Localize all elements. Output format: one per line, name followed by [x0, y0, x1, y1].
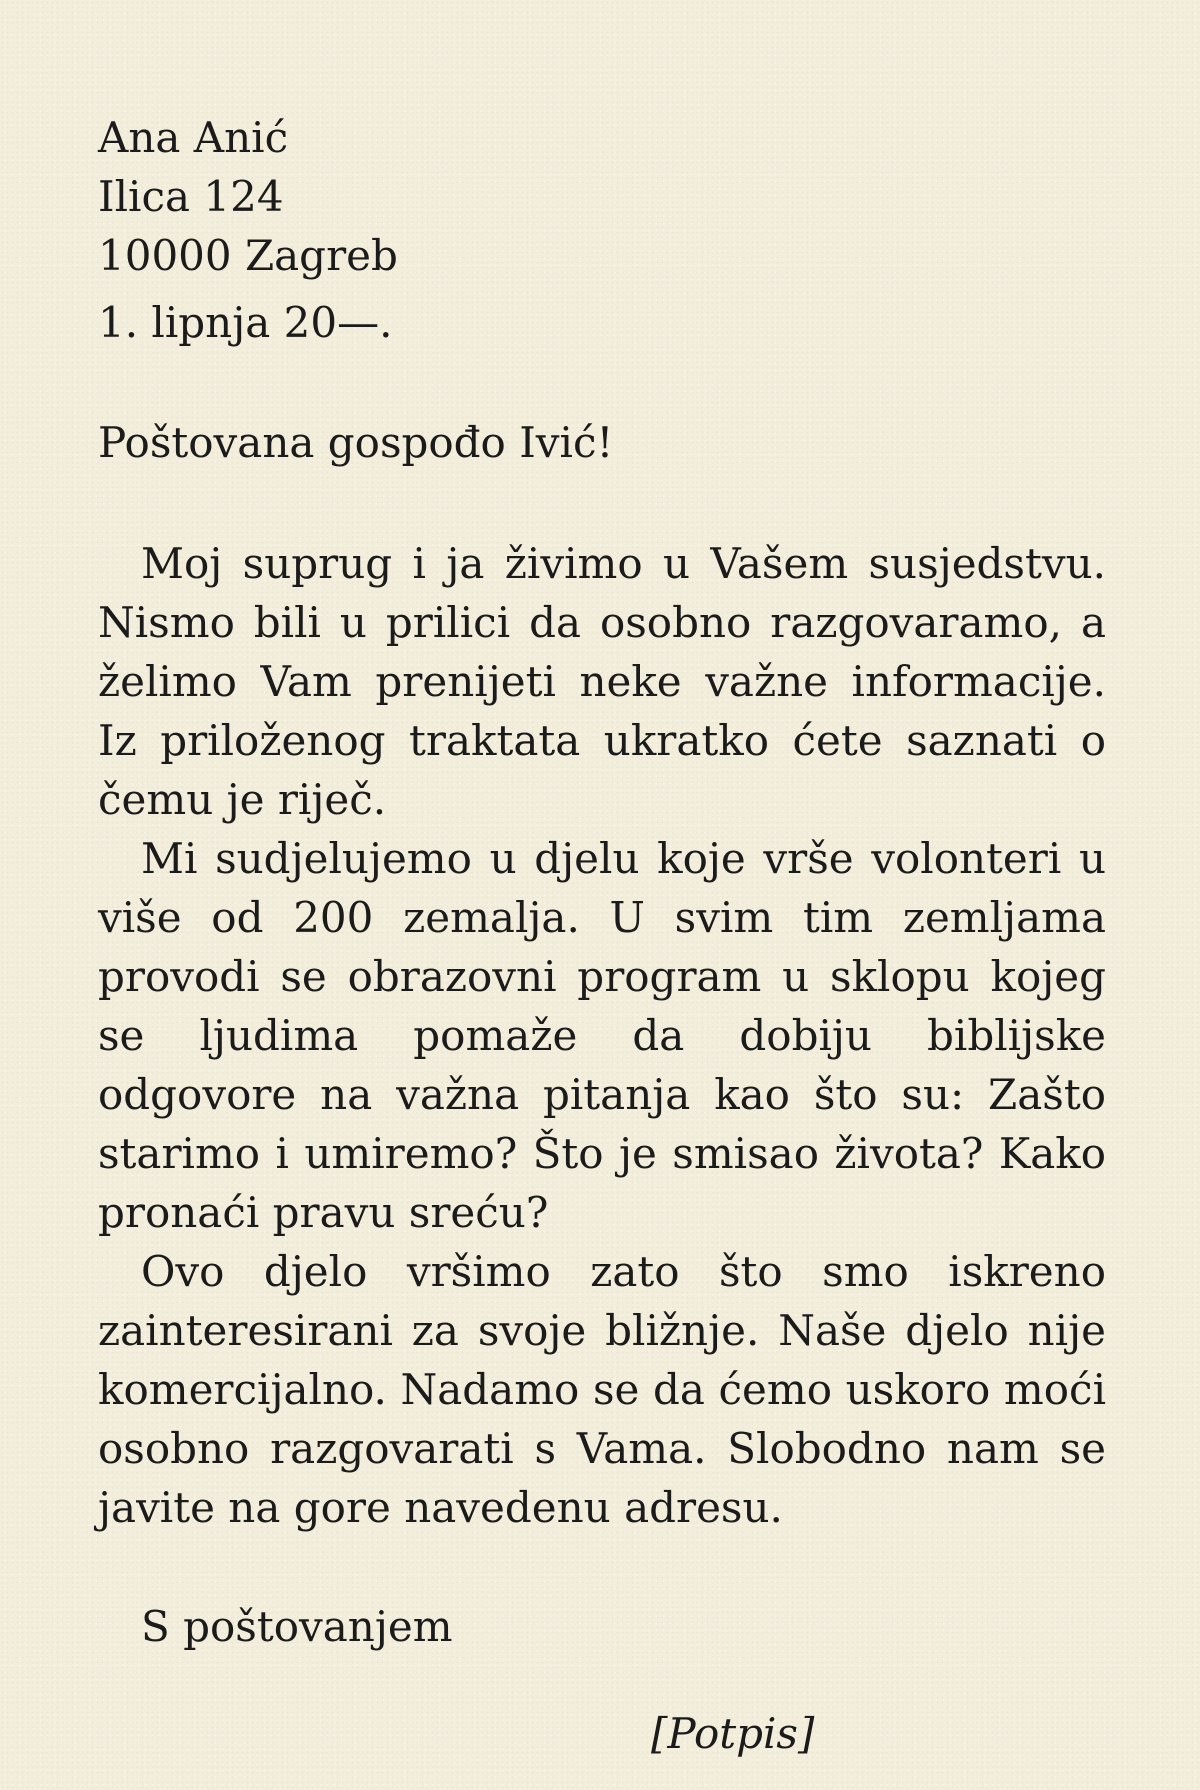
sender-name: Ana Anić — [98, 113, 289, 162]
body-paragraph-2: Mi sudjelujemo u djelu koje vrše volonteri u više od 200 zemalja. U svim tim zemljama provodi se obrazovni program u sklopu kojeg se ljudima pomaže da dobiju biblijske odgovore na važna pitanja kao što su: Zašto starimo i umiremo? Što je smisao života? Kako pronaći pravu sreću? — [98, 834, 1106, 1237]
signature: [Potpis] — [651, 1709, 815, 1758]
closing: S poštovanjem — [141, 1602, 453, 1651]
letter — [98, 108, 1106, 1763]
sender-street: Ilica 124 — [98, 172, 284, 221]
body-paragraph-3: Ovo djelo vršimo zato što smo iskreno zainteresirani za svoje bližnje. Naše djelo nije komercijalno. Nadamo se da ćemo uskoro moći osobno razgovarati s Vama. Slobodno nam se javite na gore navedenu adresu. — [98, 1247, 1106, 1532]
letter-date: 1. lipnja 20—. — [98, 298, 393, 347]
sender-city: 10000 Zagreb — [98, 231, 398, 280]
greeting: Poštovana gospođo Ivić! — [98, 418, 614, 467]
sender-address — [98, 108, 1106, 285]
letter-body — [98, 534, 1106, 1537]
body-paragraph-1: Moj suprug i ja živimo u Vašem susjedstvu. Nismo bili u prilici da osobno razgovaramo, a želimo Vam prenijeti neke važne informacije. Iz priloženog traktata ukratko ćete saznati o čemu je riječ. — [98, 539, 1106, 824]
